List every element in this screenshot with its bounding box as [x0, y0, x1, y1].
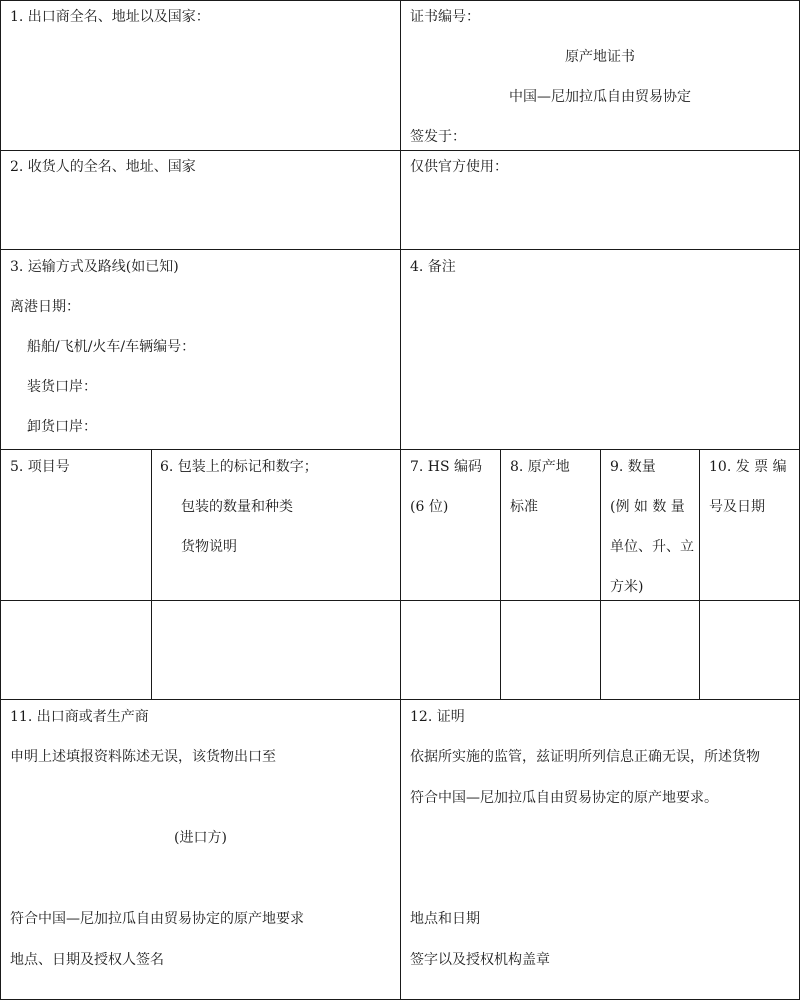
divider-col9: [699, 449, 700, 700]
marks-header-line1: 6. 包装上的标记和数字；: [160, 459, 318, 475]
quantity-header-line3: 单位、升、立: [610, 539, 694, 555]
remarks-label: 4. 备注: [410, 259, 456, 275]
certification-text-line2: 符合中国—尼加拉瓜自由贸易协定的原产地要求。: [410, 790, 718, 806]
hs-code-header-line1: 7. HS 编码: [410, 459, 483, 475]
origin-criterion-header-line1: 8. 原产地: [510, 459, 570, 475]
departure-date-label: 离港日期：: [10, 299, 80, 315]
loading-port-label: 装货口岸：: [27, 379, 97, 395]
consignee-label: 2. 收货人的全名、地址、国家: [10, 159, 196, 175]
exporter-label: 1. 出口商全名、地址以及国家：: [10, 9, 210, 25]
origin-criterion-header-line2: 标准: [510, 499, 538, 515]
quantity-header-line1: 9. 数量: [610, 459, 656, 475]
invoice-header-line1: 10. 发 票 编: [709, 459, 787, 475]
quantity-header-line4: 方米): [610, 579, 644, 595]
marks-header-line3: 货物说明: [181, 539, 237, 555]
importer-label: (进口方): [174, 830, 227, 846]
divider-center: [400, 0, 401, 1000]
divider-col8: [600, 449, 601, 700]
certificate-number-label: 证书编号：: [410, 9, 480, 25]
certification-text-line1: 依据所实施的监管，兹证明所列信息正确无误，所述货物: [410, 749, 760, 765]
certificate-title: 原产地证书: [565, 49, 635, 65]
discharge-port-label: 卸货口岸：: [27, 419, 97, 435]
vessel-number-label: 船舶/飞机/火车/车辆编号：: [27, 339, 196, 355]
transport-label: 3. 运输方式及路线(如已知): [10, 259, 179, 275]
invoice-header-line2: 号及日期: [709, 499, 765, 515]
compliance-text: 符合中国—尼加拉瓜自由贸易协定的原产地要求: [10, 911, 304, 927]
authority-signature-label: 签字以及授权机构盖章: [410, 952, 550, 968]
hs-code-header-line2: (6 位): [410, 499, 449, 515]
place-date-label: 地点和日期: [410, 911, 480, 927]
divider-col5: [151, 449, 152, 700]
exporter-signature-label: 地点、日期及授权人签名: [10, 952, 164, 968]
marks-header-line2: 包装的数量和种类: [181, 499, 293, 515]
quantity-header-line2: (例 如 数 量: [610, 499, 685, 515]
declaration-text: 申明上述填报资料陈述无误，该货物出口至: [10, 749, 276, 765]
agreement-title: 中国—尼加拉瓜自由贸易协定: [509, 89, 691, 105]
official-use-label: 仅供官方使用：: [410, 159, 508, 175]
divider-col7: [500, 449, 501, 700]
issued-in-label: 签发于：: [410, 129, 466, 145]
item-number-header: 5. 项目号: [10, 459, 70, 475]
certification-label: 12. 证明: [410, 709, 465, 725]
exporter-declaration-label: 11. 出口商或者生产商: [10, 709, 149, 725]
